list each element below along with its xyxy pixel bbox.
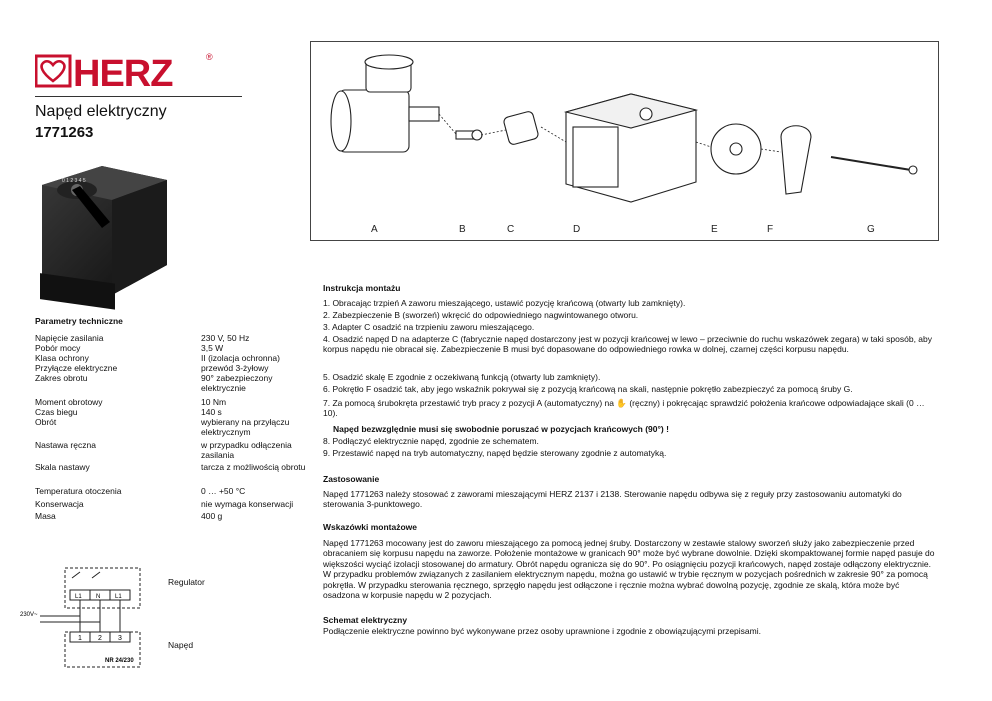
params-title: Parametry techniczne bbox=[35, 316, 123, 326]
drive-label: Napęd bbox=[168, 640, 194, 650]
mounting-tips-title: Wskazówki montażowe bbox=[323, 522, 417, 532]
param-label: Klasa ochrony bbox=[35, 353, 89, 363]
param-label: Przyłącze elektryczne bbox=[35, 363, 118, 373]
installation-step: 7. Za pomocą śrubokręta przestawić tryb pracy z pozycji A (automatyczny) na ✋ (ręczny) i pokręcając sprawdzić położenia krańcowe odpowiadające skali (0 … 10). bbox=[323, 398, 925, 419]
param-value: 0 … +50 °C bbox=[201, 486, 246, 496]
param-value: 90° zabezpieczony elektrycznie bbox=[201, 373, 273, 393]
installation-step: 4. Osadzić napęd D na adapterze C (fabrycznie napęd dostarczony jest w pozycji krańcowej w lewo – przeciwnie do ruchu wskazówek zegara) w taki sposób, aby korpus napędu nie obracał się. Zabezpieczenie B musi być dopasowane do odpowiedniego rowka w dolnej, czarnej części korpusu napędu. bbox=[323, 334, 932, 355]
param-value: II (izolacja ochronna) bbox=[201, 353, 280, 363]
terminal-bottom-3: 3 bbox=[118, 635, 122, 642]
param-value: przewód 3-żyłowy bbox=[201, 363, 269, 373]
param-label: Moment obrotowy bbox=[35, 397, 103, 407]
application-title: Zastosowanie bbox=[323, 474, 380, 484]
param-label: Napięcie zasilania bbox=[35, 333, 104, 343]
installation-step: 6. Pokrętło F osadzić tak, aby jego wskaźnik pokrywał się z pozycją krańcową na skali, następnie pokrętło zabezpieczyć za pomocą śruby G. bbox=[323, 384, 853, 394]
installation-step: 9. Przestawić napęd na tryb automatyczny, napęd będzie sterowany zgodnie z automatyką. bbox=[323, 448, 667, 458]
mounting-tips-text: Napęd 1771263 mocowany jest do zaworu mieszającego za pomocą jednej śruby. Dostarczony w zestawie stalowy sworzeń służy jako zabezpieczenie przed obracaniem się korpusu napędu na zaworze. Położenie montażowe w granicach 90° może być wybrane dowolnie. Dzięki skompaktowanej formie napęd pasuje do większości wyciąć izolacji stosowanej do armatury. Obrót napędu ogranicza się do 90°. Po osiągnięciu pozycji krańcowych, napęd zostaje odłączony elektrycznie. W przypadku problemów związanych z zasilaniem elektrycznym napędu, można go ustawić w trybie ręcznym w pozycjach pośrednich w zakresie 90° za pomocą pokrętła. W przypadku sterowania ręcznego, sprzęgło napędu jest odłączone i ręcznie można wybrać dowolną pozycję, zgodnie ze skalą, która może być osadzona w korpusie napędu w 2 pozycjach. bbox=[323, 538, 935, 601]
param-label: Temperatura otoczenia bbox=[35, 486, 122, 496]
part-label-c: C bbox=[507, 224, 515, 235]
terminal-bottom-2: 2 bbox=[98, 635, 102, 642]
brand-text: HERZ bbox=[73, 53, 173, 92]
voltage-label: 230V~ bbox=[20, 612, 38, 618]
herz-logo bbox=[35, 48, 215, 92]
installation-step: 5. Osadzić skalę E zgodnie z oczekiwaną funkcją (otwarty lub zamknięty). bbox=[323, 372, 601, 382]
param-label: Pobór mocy bbox=[35, 343, 81, 353]
registered-mark: ® bbox=[206, 52, 213, 62]
exploded-view bbox=[311, 42, 938, 240]
param-value: wybierany na przyłączu elektrycznym bbox=[201, 417, 290, 437]
screw bbox=[831, 157, 911, 170]
knob bbox=[781, 126, 811, 194]
regulator-label: Regulator bbox=[168, 577, 205, 587]
installation-step: 1. Obracając trzpień A zaworu mieszającego, ustawić pozycję krańcową (otwarty lub zamknięty). bbox=[323, 298, 686, 308]
installation-title: Instrukcja montażu bbox=[323, 283, 401, 293]
part-label-a: A bbox=[371, 224, 378, 235]
installation-step: 3. Adapter C osadzić na trzpieniu zaworu mieszającego. bbox=[323, 322, 535, 332]
wiring-schema-text: Podłączenie elektryczne powinno być wykonywane przez osoby uprawnione i zgodnie z obowiązującymi przepisami. bbox=[323, 626, 761, 636]
wiring-diagram bbox=[20, 560, 170, 670]
param-value: 400 g bbox=[201, 511, 223, 521]
product-code: 1771263 bbox=[35, 124, 94, 141]
param-value: tarcza z możliwością obrotu bbox=[201, 462, 306, 472]
param-label: Konserwacja bbox=[35, 499, 84, 509]
terminal-top-2: N bbox=[96, 594, 101, 600]
terminal-bottom-1: 1 bbox=[78, 635, 82, 642]
param-label: Zakres obrotu bbox=[35, 373, 88, 383]
param-label: Nastawa ręczna bbox=[35, 440, 96, 450]
param-label: Skala nastawy bbox=[35, 462, 90, 472]
product-name: Napęd elektryczny bbox=[35, 103, 167, 120]
param-value: 140 s bbox=[201, 407, 222, 417]
drive-code: NR 24/230 bbox=[105, 658, 134, 664]
installation-step: 8. Podłączyć elektrycznie napęd, zgodnie ze schematem. bbox=[323, 436, 539, 446]
param-value: 10 Nm bbox=[201, 397, 227, 407]
terminal-top-3: L1 bbox=[115, 594, 122, 600]
installation-warning: Napęd bezwzględnie musi się swobodnie poruszać w pozycjach krańcowych (90°) ! bbox=[333, 424, 669, 434]
part-label-g: G bbox=[867, 224, 875, 235]
exploded-view-frame bbox=[310, 41, 939, 241]
param-label: Czas biegu bbox=[35, 407, 78, 417]
terminal-top-1: L1 bbox=[75, 594, 82, 600]
part-label-d: D bbox=[573, 224, 581, 235]
actuator-photo bbox=[32, 160, 172, 310]
param-value: nie wymaga konserwacji bbox=[201, 499, 294, 509]
part-label-f: F bbox=[767, 224, 774, 235]
param-value: 3,5 W bbox=[201, 343, 224, 353]
part-label-b: B bbox=[459, 224, 466, 235]
installation-step: 2. Zabezpieczenie B (sworzeń) wkręcić do odpowiedniego nagwintowanego otworu. bbox=[323, 310, 639, 320]
svg-text:0 1 2 3 4 5: 0 1 2 3 4 5 bbox=[62, 178, 86, 184]
part-label-e: E bbox=[711, 224, 718, 235]
param-value: 230 V, 50 Hz bbox=[201, 333, 250, 343]
header-rule bbox=[35, 96, 242, 97]
param-label: Obrót bbox=[35, 417, 57, 427]
wiring-schema-title: Schemat elektryczny bbox=[323, 615, 408, 625]
param-value: w przypadku odłączenia zasilania bbox=[201, 440, 292, 460]
param-label: Masa bbox=[35, 511, 56, 521]
adapter bbox=[503, 111, 539, 146]
application-text: Napęd 1771263 należy stosować z zaworami mieszającymi HERZ 2137 i 2138. Sterowanie napędu odbywa się z reguły przy zastosowaniu automatyki do sterowania 3-punktowego. bbox=[323, 489, 902, 510]
